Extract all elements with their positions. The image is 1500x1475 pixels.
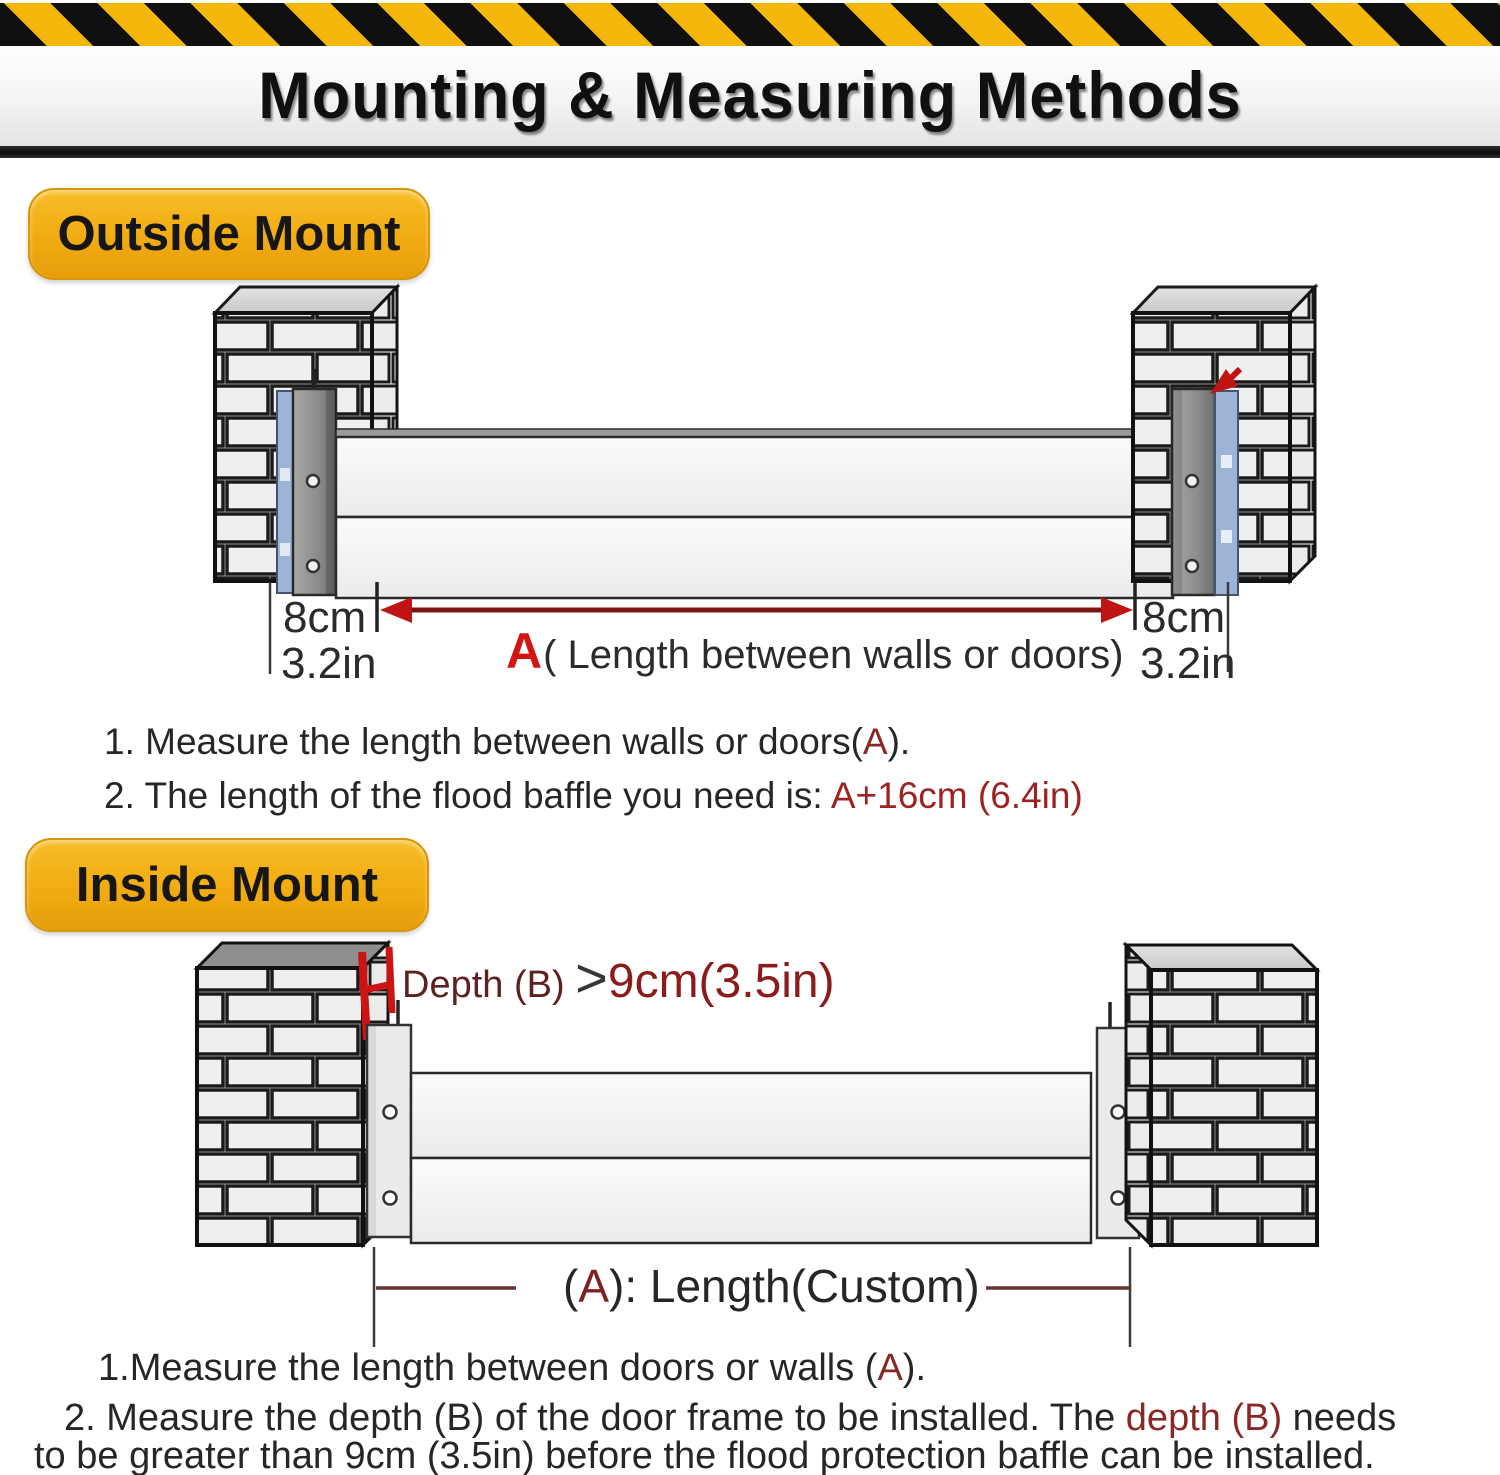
- pillar-side-face: [1290, 287, 1315, 581]
- outside-right-bracket: [1172, 369, 1240, 595]
- screw-hole: [307, 475, 319, 487]
- inside-step-2-line-2: to be greater than 9cm (3.5in) before the flood protection baffle can be installed.: [34, 1435, 1375, 1475]
- screw-hole: [307, 560, 319, 572]
- outside-gap-right-cm: 8cm: [1142, 593, 1226, 642]
- screw-hole: [1112, 1106, 1125, 1119]
- length-a-symbol: A: [578, 1260, 610, 1312]
- step-highlight: A: [877, 1347, 903, 1389]
- outside-step-1: [104, 722, 910, 762]
- seal-clip: [1221, 530, 1232, 543]
- step-text: 1. Measure the length between walls or doors(: [104, 721, 863, 762]
- seal-strip: [277, 391, 293, 593]
- inside-mount-badge-label: Inside Mount: [75, 858, 379, 912]
- pillar-cap: [1126, 945, 1317, 970]
- inside-step-1: [98, 1348, 926, 1389]
- step-highlight: depth (B): [1125, 1397, 1283, 1439]
- step-highlight: A: [862, 721, 888, 762]
- pillar-cap: [1133, 287, 1315, 313]
- span-a-symbol: A: [506, 623, 543, 679]
- inside-right-pillar: [1126, 945, 1317, 1245]
- bracket-shade: [1172, 390, 1182, 594]
- barrier-panel-bottom: [336, 517, 1173, 598]
- seal-clip: [280, 468, 290, 481]
- barrier-panel-bottom: [411, 1158, 1091, 1243]
- barrier-panel-top: [336, 437, 1173, 517]
- step-text: 2. Measure the depth (B) of the door frame to be installed. The: [64, 1397, 1126, 1439]
- seal-clip: [280, 543, 290, 556]
- outside-flood-barrier: [336, 429, 1173, 598]
- barrier-panel-top: [411, 1073, 1091, 1158]
- step-highlight: A+16cm (6.4in): [830, 775, 1083, 816]
- screw-hole: [1186, 560, 1198, 572]
- span-description: ( Length between walls or doors): [543, 633, 1124, 677]
- step-text: ).: [887, 721, 911, 762]
- outside-mount-badge-label: Outside Mount: [57, 207, 401, 261]
- outside-step-2: [104, 776, 1083, 816]
- inside-left-bracket: [367, 1000, 411, 1237]
- screw-hole: [384, 1192, 397, 1205]
- length-label-text: ): Length(Custom): [609, 1260, 980, 1312]
- step-text: 1.Measure the length between doors or walls (: [98, 1347, 878, 1389]
- depth-label-text: Depth (B): [402, 964, 576, 1006]
- seal-clip: [1221, 455, 1232, 468]
- depth-gauge-back-leg: [389, 947, 392, 1013]
- depth-value: 9cm(3.5in): [607, 955, 835, 1008]
- outside-gap-left-in: 3.2in: [281, 639, 377, 688]
- arrowhead-right: [1101, 597, 1133, 623]
- arrowhead-left: [380, 597, 412, 623]
- inside-mount-badge: [25, 838, 429, 932]
- length-label-paren: (: [563, 1260, 579, 1312]
- outside-left-bracket: [277, 369, 336, 595]
- pillar-front-face: [197, 968, 363, 1245]
- outside-gap-left-cm: 8cm: [283, 593, 367, 642]
- step-text: 2. The length of the flood baffle you need is:: [104, 775, 831, 816]
- inside-left-pillar: [197, 943, 388, 1245]
- inside-step-2-line-1: [64, 1398, 1396, 1439]
- step-text: ).: [902, 1347, 927, 1389]
- pillar-side-face: [1126, 945, 1151, 1245]
- pillar-cap: [215, 287, 397, 313]
- screw-hole: [1186, 475, 1198, 487]
- pillar-front-face: [1151, 970, 1317, 1245]
- page-title: Mounting & Measuring Methods: [258, 59, 1242, 133]
- seal-strip: [1215, 391, 1238, 595]
- bracket-shade: [326, 390, 336, 594]
- screw-hole: [384, 1106, 397, 1119]
- bracket-shade: [368, 1026, 376, 1236]
- outside-gap-right-in: 3.2in: [1140, 639, 1236, 688]
- outside-mount-badge: [28, 188, 430, 280]
- custom-length-label: [563, 1262, 980, 1312]
- depth-requirement-label: [402, 948, 835, 1008]
- inside-flood-barrier: [411, 1073, 1091, 1243]
- screw-hole: [1112, 1192, 1125, 1205]
- outside-span-label: [506, 624, 1123, 678]
- greater-than-symbol: >: [575, 946, 608, 1009]
- step-text: needs: [1282, 1397, 1397, 1439]
